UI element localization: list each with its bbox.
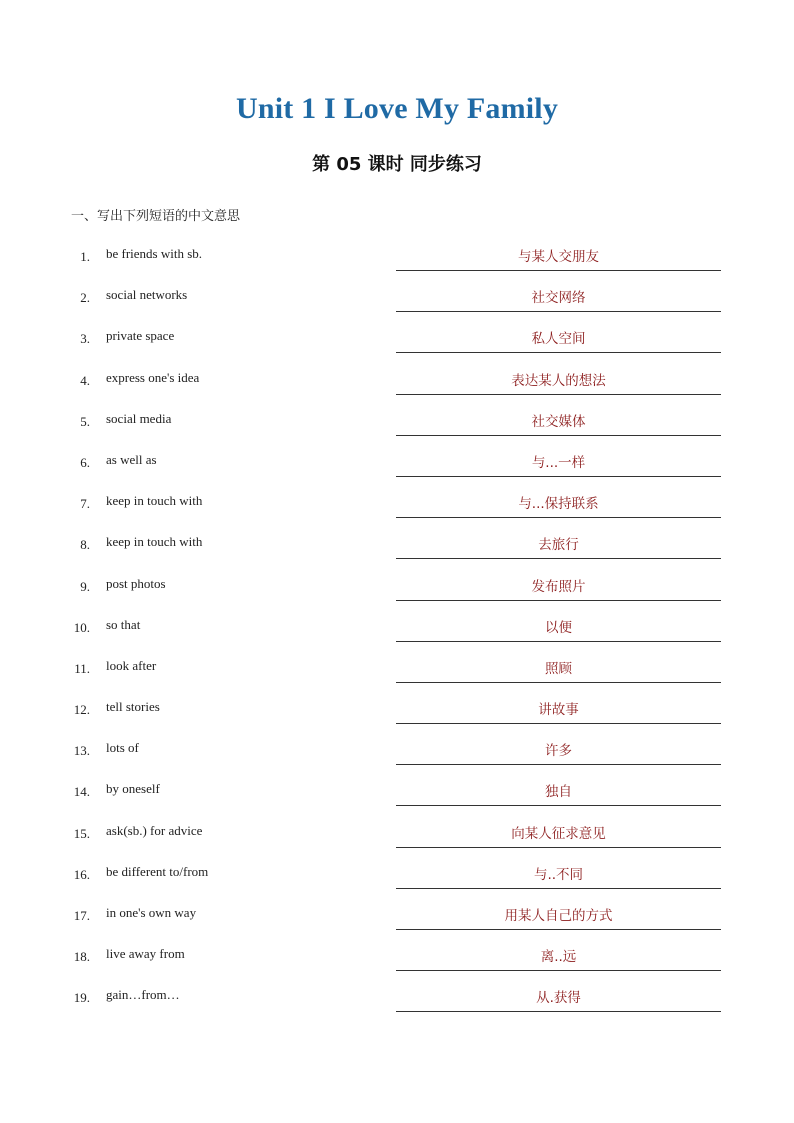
english-phrase: keep in touch with xyxy=(106,493,203,509)
item-number: 15. xyxy=(73,825,90,841)
english-phrase: keep in touch with xyxy=(106,534,203,550)
item-number: 1. xyxy=(80,249,90,264)
document-title: Unit 1 I Love My Family xyxy=(235,92,559,125)
chinese-answer: 从.获得 xyxy=(536,990,581,1007)
lesson-subtitle: 第 05 课时 同步练习 xyxy=(312,154,482,175)
item-number: 19. xyxy=(73,990,90,1006)
item-number: 3. xyxy=(80,331,90,347)
answer-line xyxy=(396,723,721,724)
english-phrase: ask(sb.) for advice xyxy=(106,822,203,838)
list-item xyxy=(0,315,794,356)
chinese-answer: 与某人交朋友 xyxy=(518,249,599,265)
answer-line xyxy=(396,682,721,683)
english-phrase: so that xyxy=(106,616,141,632)
english-phrase: private space xyxy=(106,328,175,344)
chinese-answer: 向某人征求意见 xyxy=(511,825,606,842)
list-item xyxy=(0,563,794,604)
english-phrase: live away from xyxy=(106,946,185,962)
chinese-answer: 与..不同 xyxy=(533,866,584,883)
answer-line xyxy=(396,435,721,436)
english-phrase: be different to/from xyxy=(106,863,209,879)
chinese-answer: 以便 xyxy=(545,619,572,636)
answer-line xyxy=(396,1011,721,1012)
chinese-answer: 与...一样 xyxy=(531,454,586,471)
answer-line xyxy=(396,352,721,353)
answer-line xyxy=(396,558,721,559)
list-item xyxy=(0,851,794,892)
chinese-answer: 社交网络 xyxy=(531,290,586,307)
list-item xyxy=(0,480,794,521)
english-phrase: be friends with sb. xyxy=(106,246,203,261)
list-item xyxy=(0,768,794,809)
list-item xyxy=(0,604,794,645)
item-number: 4. xyxy=(80,372,90,388)
item-number: 11. xyxy=(74,660,90,676)
answer-line xyxy=(396,600,721,601)
list-item xyxy=(0,439,794,480)
item-number: 8. xyxy=(80,537,90,553)
chinese-answer: 离..远 xyxy=(540,949,577,966)
chinese-answer: 私人空间 xyxy=(531,331,586,348)
chinese-answer: 照顾 xyxy=(545,660,572,677)
answer-line xyxy=(396,764,721,765)
list-item xyxy=(0,933,794,974)
chinese-answer: 发布照片 xyxy=(531,578,586,595)
phrase-list xyxy=(0,233,794,1016)
english-phrase: express one's idea xyxy=(106,369,200,385)
item-number: 9. xyxy=(80,578,90,594)
item-number: 17. xyxy=(73,908,90,923)
list-item xyxy=(0,727,794,768)
answer-line xyxy=(396,847,721,848)
list-item xyxy=(0,233,794,274)
english-phrase: gain…from… xyxy=(106,987,180,1003)
answer-line xyxy=(396,311,721,312)
answer-line xyxy=(396,970,721,971)
section-heading: 一、写出下列短语的中文意思 xyxy=(71,209,241,224)
english-phrase: social media xyxy=(106,410,172,426)
chinese-answer: 独自 xyxy=(545,784,572,801)
item-number: 14. xyxy=(73,784,90,800)
answer-line xyxy=(396,888,721,889)
chinese-answer: 社交媒体 xyxy=(531,413,586,430)
chinese-answer: 去旅行 xyxy=(538,537,579,554)
answer-line xyxy=(396,517,721,518)
chinese-answer: 许多 xyxy=(545,743,572,760)
answer-line xyxy=(396,270,721,271)
list-item xyxy=(0,357,794,398)
answer-line xyxy=(396,394,721,395)
item-number: 7. xyxy=(80,496,90,512)
chinese-answer: 讲故事 xyxy=(538,702,579,719)
item-number: 6. xyxy=(80,454,90,470)
list-item xyxy=(0,645,794,686)
list-item xyxy=(0,810,794,851)
list-item xyxy=(0,974,794,1015)
english-phrase: in one's own way xyxy=(106,905,197,920)
answer-line xyxy=(396,476,721,477)
chinese-answer: 与...保持联系 xyxy=(518,496,599,513)
answer-line xyxy=(396,805,721,806)
english-phrase: lots of xyxy=(106,740,139,756)
list-item xyxy=(0,892,794,933)
answer-line xyxy=(396,641,721,642)
chinese-answer: 表达某人的想法 xyxy=(511,372,606,389)
item-number: 13. xyxy=(73,743,90,759)
list-item xyxy=(0,398,794,439)
item-number: 18. xyxy=(73,949,90,965)
item-number: 2. xyxy=(80,290,90,306)
item-number: 12. xyxy=(73,702,90,718)
list-item xyxy=(0,686,794,727)
list-item xyxy=(0,274,794,315)
item-number: 5. xyxy=(80,413,90,429)
english-phrase: as well as xyxy=(106,451,157,467)
chinese-answer: 用某人自己的方式 xyxy=(504,908,613,924)
answer-line xyxy=(396,929,721,930)
item-number: 16. xyxy=(73,866,90,882)
item-number: 10. xyxy=(73,619,90,635)
list-item xyxy=(0,521,794,562)
english-phrase: social networks xyxy=(106,287,188,303)
english-phrase: tell stories xyxy=(106,699,160,715)
english-phrase: look after xyxy=(106,657,157,673)
english-phrase: by oneself xyxy=(106,781,160,797)
english-phrase: post photos xyxy=(106,575,166,591)
